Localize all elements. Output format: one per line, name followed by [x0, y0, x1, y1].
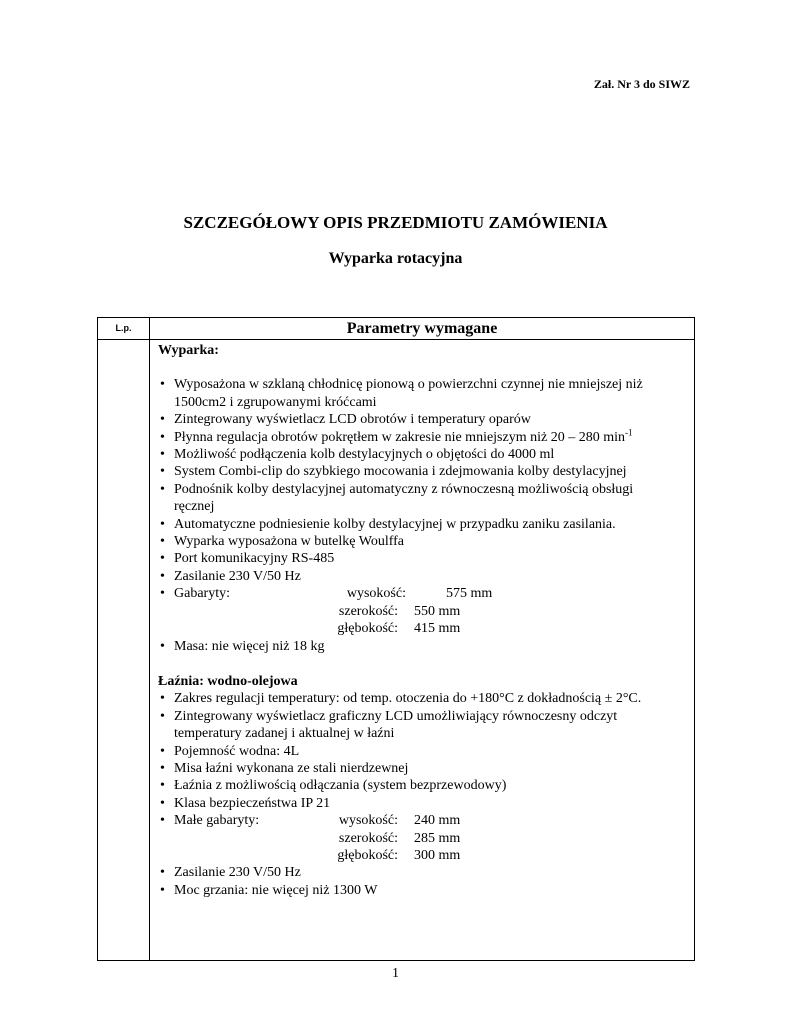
list-item: • Możliwość podłączenia kolb destylacyjnych o objętości do 4000 ml	[158, 446, 688, 463]
list-item: • Port komunikacyjny RS-485	[158, 550, 688, 567]
attachment-label: Zał. Nr 3 do SIWZ	[593, 77, 690, 91]
parameters-content	[158, 342, 688, 899]
list-item	[158, 812, 688, 829]
dimensions-label: • Małe gabaryty:	[174, 813, 260, 829]
evaporator-dimensions-cont	[158, 603, 688, 638]
depth-value: 415 mm	[414, 621, 461, 637]
list-item: • Pojemność wodna: 4L	[158, 743, 688, 760]
list-item: • Wyposażona w szklaną chłodnicę pionową o powierzchni czynnej nie mniejszej niż 1500cm2 i zgrupowanymi króćcami	[158, 376, 688, 411]
list-item: • System Combi-clip do szybkiego mocowania i zdejmowania kolby destylacyjnej	[158, 463, 688, 480]
list-item: • Zasilanie 230 V/50 Hz	[158, 568, 688, 585]
list-item: • Płynna regulacja obrotów pokrętłem w zakresie nie mniejszym niż 20 – 280 $\min^{-1}$	[158, 429, 688, 446]
list-item: • Podnośnik kolby destylacyjnej automatyczny z równoczesną możliwością obsługi ręcznej	[158, 481, 688, 516]
column-divider	[149, 318, 150, 960]
list-item: • Moc grzania: nie więcej niż 1300 W	[158, 882, 688, 899]
list-item: • Automatyczne podniesienie kolby destylacyjnej w przypadku zaniku zasilania.	[158, 516, 688, 533]
list-item	[158, 585, 688, 602]
lp-column-header: L.p.	[115, 323, 132, 333]
depth-value: 300 mm	[414, 847, 461, 863]
page-number: 1	[392, 966, 399, 981]
height-label: wysokość:	[338, 813, 398, 829]
parameters-column-header: Parametry wymagane	[346, 320, 498, 337]
evaporator-parameters-list	[158, 376, 688, 602]
dimensions-label: • Gabaryty:	[174, 586, 230, 602]
list-item: • Masa: nie więcej niż 18 kg	[158, 638, 688, 655]
list-item: • Misa łaźni wykonana ze stali nierdzewnej	[158, 760, 688, 777]
width-label: szerokość:	[338, 603, 398, 619]
height-value: 575 mm	[446, 586, 493, 602]
width-value: 550 mm	[414, 603, 461, 619]
document-subtitle: Wyparka rotacyjna	[328, 250, 463, 267]
bath-power-list	[158, 864, 688, 899]
header-row-divider	[98, 339, 694, 340]
height-value: 240 mm	[414, 813, 461, 829]
list-item: • Klasa bezpieczeństwa IP 21	[158, 795, 688, 812]
bath-parameters-list	[158, 690, 688, 829]
list-item: • Łaźnia z możliwością odłączania (system bezprzewodowy)	[158, 777, 688, 794]
specification-table	[97, 317, 695, 961]
depth-label: głębokość:	[337, 847, 398, 863]
width-value: 285 mm	[414, 830, 461, 846]
bath-section-title: Łaźnia: wodno-olejowa	[158, 673, 298, 689]
evaporator-dimensions	[174, 585, 688, 602]
list-item: • Zasilanie 230 V/50 Hz	[158, 864, 688, 881]
depth-label: głębokość:	[337, 621, 398, 637]
evaporator-section-title: Wyparka:	[158, 343, 219, 358]
list-item: • Zintegrowany wyświetlacz LCD obrotów i temperatury oparów	[158, 411, 688, 428]
list-item: • Zakres regulacji temperatury: od temp. otoczenia do +180°C z dokładnością ± 2°C.	[158, 690, 688, 707]
bath-dimensions-cont	[158, 830, 688, 865]
list-item: • Zintegrowany wyświetlacz graficzny LCD umożliwiający równoczesny odczyt temperatury zadanej i aktualnej w łaźni	[158, 708, 688, 743]
document-title: SZCZEGÓŁOWY OPIS PRZEDMIOTU ZAMÓWIENIA	[183, 213, 608, 232]
bath-dimensions	[174, 812, 688, 829]
width-label: szerokość:	[338, 830, 398, 846]
list-item: • Wyparka wyposażona w butelkę Woulffa	[158, 533, 688, 550]
evaporator-mass-list	[158, 638, 688, 655]
height-label: wysokość:	[346, 586, 406, 602]
